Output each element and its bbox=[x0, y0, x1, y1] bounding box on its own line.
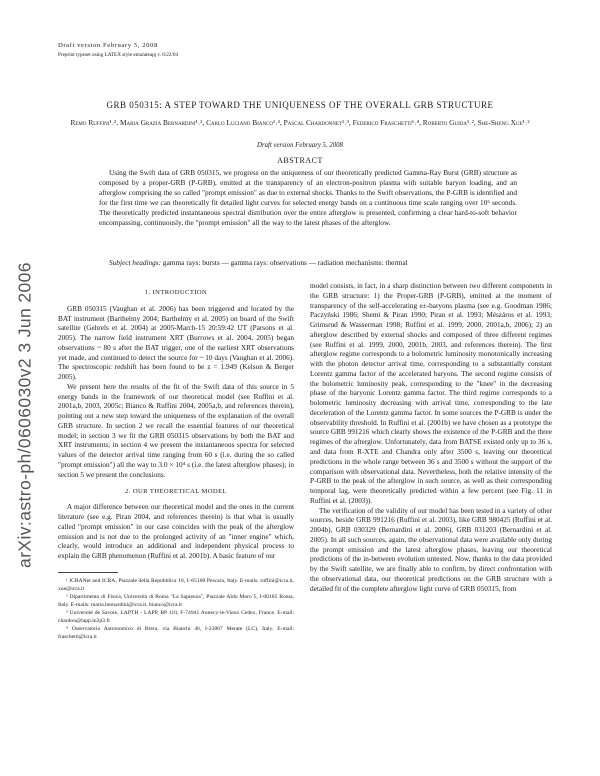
model-paragraph-3: The verification of the validity of our model has been tested in a variety of other sources, beside GRB 991216 (Ruffini et al. 2003), like GRB 980425 (Ruffini et al. 2004b), GRB 030329 (Bernardini et al. 2006), GRB 031203 (Bernardini et al. 2005). In all such sources, again, the observational data were available only during the prompt emission and the latest afterglow phases, leaving our theoretical predictions of the in-between evolution untested. Now, thanks to the data provided by the Swift satellite, we are finally able to confirm, by direct confrontation with the observational data, our theoretical predictions on the GRB structure with a detailed fit of the complete afterglow light curve of GRB 050315, from bbox=[310, 506, 552, 593]
footnote-3: ³ Université de Savoie, LAPTH - LAPP, BP 110, F-74941 Annecy-le-Vieux Cedex, France. E-mail: chardon@lapp.in2p3.fr bbox=[58, 609, 294, 624]
author-list: Remo Ruffini¹˒², Maria Grazia Bernardini¹˒², Carlo Luciano Bianco¹˒², Pascal Chardonnet¹˒³, Federico Fraschetti¹˒⁴, Roberto Guida¹˒², She-Sheng Xue¹˒² bbox=[70, 118, 530, 127]
footnote-1: ¹ ICRANet and ICRA, Piazzale della Repubblica 10, I–65100 Pescara, Italy. E-mails: ruffini@icra.it, xue@icra.it bbox=[58, 577, 294, 592]
arxiv-id: arXiv:astro-ph/0606030v2 3 Jun 2006 bbox=[14, 262, 35, 568]
footnote-2: ² Dipartimento di Fisica, Università di Roma "La Sapienza", Piazzale Aldo Moro 5, I-00185 Roma, Italy. E-mails: maria.bernardini@icra.it, bianco@icra.it bbox=[58, 593, 294, 608]
subject-text: gamma rays: bursts — gamma rays: observations — radiation mechanisms: thermal bbox=[162, 258, 408, 267]
footnote-rule bbox=[58, 572, 118, 573]
footnote-4: ⁴ Osservatorio Astronomico di Brera, via Bianchi 46, I-23807 Merate (LC), Italy. E-mail: fraschetti@icra.it bbox=[58, 625, 294, 640]
model-paragraph-2: model consists, in fact, in a sharp distinction between two different components in the GRB structure: 1) the Proper-GRB (P-GRB), emitted at the moment of transparency of the self-accelerating e±-baryons plasma (see e.g. Goodman 1986; Paczyński 1986; Shemi & Piran 1990; Piran et al. 1993; Mészáros et al. 1993; Grimsrud & Wasserman 1998; Ruffini et al. 1999, 2000, 2001a,b, 2006); 2) an afterglow described by external shocks and composed of three different regimes (see Ruffini et al. 1999, 2000, 2001b, 2003, and references therein). The first afterglow regime corresponds to a bolometric luminosity monotonically increasing with the photon detector arrival time, corresponding to a substantially constant Lorentz gamma factor of the accelerated baryons. The second regime consists of the bolometric luminosity peak, corresponding to the "knee" in the decreasing phase of the baryonic Lorentz gamma factor. The third regime corresponds to a bolometric luminosity decreasing with arrival time, corresponding to the late deceleration of the Lorentz gamma factor. In some sources the P-GRB is under the observability threshold. In Ruffini et al. (2001b) we have chosen as a prototype the source GRB 991216 which clearly shows the existence of the P-GRB and the three regimes of the afterglow. Unfortunately, data from BATSE existed only up to 36 s, and data from R-XTE and Chandra only after 3500 s, leaving our theoretical predictions in the whole range between 36 s and 3500 s without the support of the comparison with observational data. Nevertheless, both the relative intensity of the P-GRB to the peak of the afterglow in such source, as well as their corresponding temporal lag, were theoretically predicted within a few percent (see Fig. 11 in Ruffini et al. (2003)). bbox=[310, 282, 552, 505]
left-column bbox=[58, 282, 294, 641]
right-column bbox=[310, 282, 552, 595]
intro-paragraph-2: We present here the results of the fit of the Swift data of this source in 5 energy bands in the framework of our theoretical model (see Ruffini et al. 2001a,b, 2003, 2005c; Bianco & Ruffini 2004, 2005a,b, and references therein), pointing out a new step toward the uniqueness of the explanation of the overall GRB structure. In section 2 we recall the essential features of our theoretical model; in section 3 we fit the GRB 050315 observations by both the BAT and XRT instruments; in section 4 we present the instantaneous spectra for selected values of the detector arrival time ranging from 60 s (i.e. during the so called "prompt emission") all the way to 3.0 × 10⁴ s (i.e. the latest afterglow phases); in section 5 we present the conclusions. bbox=[58, 382, 294, 479]
intro-heading: 1. INTRODUCTION bbox=[144, 289, 208, 296]
preprint-note: Preprint typeset using LATEX style emulateapj v. 6/22/04 bbox=[58, 52, 179, 58]
draft-date: Draft version February 5, 2008 bbox=[257, 142, 343, 149]
draft-version-header: Draft version February 5, 2008 bbox=[58, 42, 158, 49]
abstract-heading: ABSTRACT bbox=[277, 156, 323, 165]
subject-label: Subject headings: bbox=[109, 258, 162, 267]
model-paragraph-1: A major difference between our theoretical model and the ones in the current literature (see e.g. Piran 2004, and references therein) is that what is usually called "prompt emission" in our case coincides with the peak of the afterglow emission and is not due to the prolonged activity of an "inner engine" which, clearly, would introduce an additional and independent physical process to explain the GRB phenomenon (Ruffini et al. 2001b). A basic feature of our bbox=[58, 503, 294, 561]
arxiv-stamp bbox=[10, 180, 40, 650]
paper-title: GRB 050315: A STEP TOWARD THE UNIQUENESS OF THE OVERALL GRB STRUCTURE bbox=[106, 100, 494, 110]
abstract-text: Using the Swift data of GRB 050315, we progress on the uniqueness of our theoretically predicted Gamma-Ray Burst (GRB) structure as composed by a proper-GRB (P-GRB), emitted at the transparency of an electron-positron plasma with suitable baryon loading, and an afterglow comprising the so called "prompt emission" as due to external shocks. Thanks to the Swift observations, the P-GRB is identified and for the first time we can theoretically fit detailed light curves for selected energy bands on a continuous time scale ranging over 10⁶ seconds. The theoretically predicted instantaneous spectral distribution over the entire afterglow is presented, confirming a clear hard-to-soft behavior encompassing, continuously, the "prompt emission" all the way to the latest phases of the afterglow. bbox=[99, 168, 517, 228]
subject-headings bbox=[99, 258, 517, 268]
model-heading: 2. OUR THEORETICAL MODEL bbox=[125, 487, 227, 495]
intro-paragraph-1: GRB 050315 (Vaughan et al. 2006) has been triggered and located by the BAT instrument (Barthelmy 2004; Barthelmy et al. 2005) on board of the Swift satellite (Gehrels et al. 2004) at 2005-March-15 20:59:42 UT (Parsons et al. 2005). The narrow field instrument XRT (Burrows et al. 2004, 2005) began observations ~ 80 s after the BAT trigger, one of the earliest XRT observations yet made, and continued to detect the source for ~ 10 days (Vaughan et al. 2006). The spectroscopic redshift has been found to be z = 1.949 (Kelson & Berger 2005). bbox=[58, 304, 294, 382]
